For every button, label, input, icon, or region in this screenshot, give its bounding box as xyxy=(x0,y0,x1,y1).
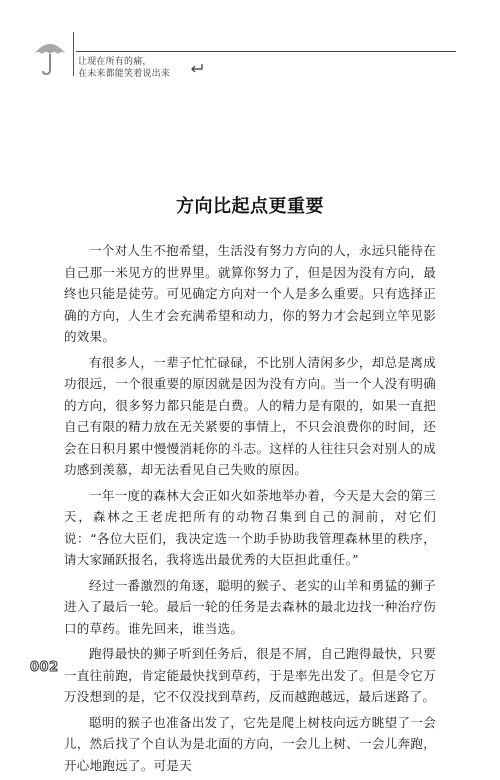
paragraph: 一个对人生不抱希望，生活没有努力方向的人，永远只能待在自己那一米见方的世界里。就算你努力了，但是因为没有方向，最终也只能是徒劳。可见确定方向对一个人是多么重要。只有选择正确的方向，人生才会充满希望和动力，你的努力才会起到立竿见影的效果。 xyxy=(64,243,436,344)
paragraph: 跑得最快的狮子听到任务后，很是不屑，自己跑得最快，只要一直往前跑，肯定能最快找到草药，于是率先出发了。但是令它万万没想到的是，它不仅没找到草药，反而越跑越远，最后迷路了。 xyxy=(64,646,436,704)
page-number xyxy=(27,658,67,680)
paragraph: 聪明的猴子也准备出发了，它先是爬上树枝向远方眺望了一会儿，然后找了个自认为是北面的方向，一会儿上树、一会儿奔跑，开心地跑远了。可是天 xyxy=(64,714,436,773)
body-text xyxy=(64,240,436,780)
return-arrow-icon xyxy=(190,63,204,73)
paragraph: 经过一番激烈的角逐，聪明的猴子、老实的山羊和勇猛的狮子进入了最后一轮。最后一轮的任务是去森林的最北边找一种治疗伤口的草药。谁先回来，谁当选。 xyxy=(64,577,436,636)
page-header xyxy=(24,30,464,80)
page-number-text: 002 xyxy=(30,660,59,675)
paragraph: 有很多人，一辈子忙忙碌碌，不比别人清闲多少，却总是离成功很远，一个很重要的原因就是因为没有方向。当一个人没有明确的方向，很多努力都只能是白费。人的精力是有限的，如果一直把自己有限的精力放在无关紧要的事情上，不只会浪费你的时间，还会在日积月累中慢慢消耗你的斗志。这样的人往往只会对别人的成功感到羡慕，却无法看见自己失败的原因。 xyxy=(64,354,436,477)
umbrella-icon xyxy=(32,36,68,76)
header-tagline-line2: 在未来都能笑着说出来 xyxy=(78,69,171,79)
header-rule xyxy=(76,51,456,52)
header-tagline-line1: 让现在所有的痛， xyxy=(78,57,152,67)
paragraph: 一年一度的森林大会正如火如荼地举办着，今天是大会的第三天，森林之王老虎把所有的动物召集到自己的洞前，对它们说：“各位大臣们，我决定选一个助手协助我管理森林里的秩序，请大家踊跃报名，我将选出最优秀的大臣担此重任。” xyxy=(64,487,436,567)
header-divider-vertical xyxy=(73,32,74,76)
chapter-title: 方向比起点更重要 xyxy=(176,196,324,217)
